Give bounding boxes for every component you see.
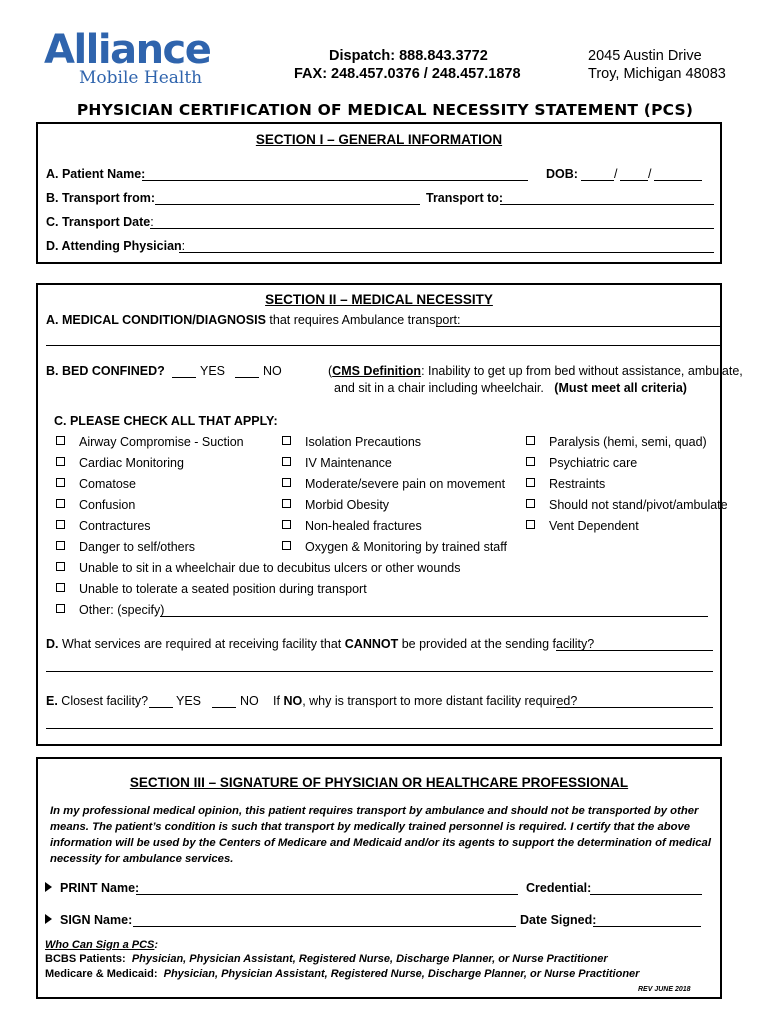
bed-confined-yes: YES [200,364,226,378]
checkbox-icon[interactable] [282,436,291,445]
closest-facility-text: Closest facility? [61,694,149,708]
checkbox-iv[interactable]: IV Maintenance [282,455,392,471]
other-specify-field[interactable] [160,616,708,617]
closest-facility-no: NO [240,694,259,708]
medical-condition-text: that requires Ambulance transport: [269,313,461,327]
dob-year-field[interactable] [654,180,702,181]
checkbox-should-not-stand[interactable]: Should not stand/pivot/ambulate [526,497,728,513]
dob-month-field[interactable] [581,180,614,181]
medical-condition-field-2[interactable] [46,345,720,346]
date-signed-field[interactable] [593,926,701,927]
attending-physician-label: D. Attending Physician [46,239,182,253]
transport-date-field[interactable] [150,228,714,229]
check-all-label: C. PLEASE CHECK ALL THAT APPLY: [54,414,278,428]
checkbox-oxygen[interactable]: Oxygen & Monitoring by trained staff [282,539,507,555]
services-text-1: What services are required at receiving facility that [61,637,342,651]
checkbox-other[interactable]: Other: (specify) [56,602,164,618]
patient-name-label: A. Patient Name: [46,167,146,181]
checkbox-restraints[interactable]: Restraints [526,476,605,492]
checkbox-cardiac[interactable]: Cardiac Monitoring [56,455,184,471]
revision-date: REV JUNE 2018 [638,986,691,993]
closest-facility-yes: YES [176,694,202,708]
checkbox-icon[interactable] [526,436,535,445]
closest-facility-yes-field[interactable] [149,707,173,708]
bed-confined-no: NO [263,364,282,378]
section-2-box: SECTION II – MEDICAL NECESSITY A. MEDICAL CONDITION/DIAGNOSIS that requires Ambulance transport: B. BED CONFINED? YES NO (CMS Definition: Inability to get up from bed without assistance, ambulate, and sit in a chair including wheelchair. (Must meet all criteria) C. PLEASE CHECK ALL THAT APPLY: Airway Compromise - Suction Cardiac Monitoring Comatose Confusion Contractures Danger to self/others Unable to sit in a wheelchair due to decubitus ulcers or other wounds Unable to tolerate a seated position during transport Other: (specify) Isolation Precautions IV Maintenance Moderate/severe pain on movement Morbid Obesity Non-healed fractures Oxygen & Monitoring by trained staff Paralysis (hemi, semi, quad) Psychiatric care Restraints Should not stand/pivot/ambulate Vent Dependent D. What services are required at receiving facility that CANNOT be provided at the sending facility? E. Closest facility? YES NO If NO, why is transport to more distant facility required? [36,283,722,746]
checkbox-vent[interactable]: Vent Dependent [526,518,639,534]
section-1-title: SECTION I – GENERAL INFORMATION [255,132,503,147]
services-cannot: CANNOT [344,637,399,651]
checkbox-icon[interactable] [282,499,291,508]
medical-condition-field[interactable] [436,326,721,327]
closest-facility-label: E. [46,694,58,708]
credential-field[interactable] [590,894,702,895]
dispatch-number: Dispatch: 888.843.3772 [329,48,488,64]
checkbox-seated[interactable]: Unable to tolerate a seated position during transport [56,581,367,597]
distant-no: NO [283,694,303,708]
checkbox-icon[interactable] [282,541,291,550]
bcbs-label: BCBS Patients: [45,953,126,965]
cms-definition-text: : Inability to get up from bed without assistance, ambulate, [421,364,743,378]
checkbox-decubitus[interactable]: Unable to sit in a wheelchair due to decubitus ulcers or other wounds [56,560,460,576]
checkbox-icon[interactable] [282,457,291,466]
logo: Alliance [44,27,211,73]
checkbox-contractures[interactable]: Contractures [56,518,151,534]
medicare-label: Medicare & Medicaid: [45,968,158,980]
transport-from-label: B. Transport from: [46,191,156,205]
bcbs-text: Physician, Physician Assistant, Registered Nurse, Discharge Planner, or Nurse Practitioner [131,953,608,965]
checkbox-icon[interactable] [56,436,65,445]
checkbox-icon[interactable] [526,499,535,508]
logo-subtitle: Mobile Health [79,68,203,88]
checkbox-comatose[interactable]: Comatose [56,476,136,492]
services-field[interactable] [556,650,713,651]
services-text-2: be provided at the sending facility? [401,637,595,651]
checkbox-icon[interactable] [526,520,535,529]
medical-condition-label: A. MEDICAL CONDITION/DIAGNOSIS [46,313,266,327]
checkbox-paralysis[interactable]: Paralysis (hemi, semi, quad) [526,434,707,450]
checkbox-icon[interactable] [526,478,535,487]
arrow-bullet-icon [45,882,52,892]
medicare-text: Physician, Physician Assistant, Registered Nurse, Discharge Planner, or Nurse Practitioner [163,968,640,980]
bed-confined-label: B. BED CONFINED? [46,364,165,378]
distant-facility-field-2[interactable] [46,728,713,729]
closest-facility-no-field[interactable] [212,707,236,708]
address-line-1: 2045 Austin Drive [588,48,702,64]
cms-definition-text-2: and sit in a chair including wheelchair. [334,381,544,395]
services-field-2[interactable] [46,671,713,672]
form-title: PHYSICIAN CERTIFICATION OF MEDICAL NECESSITY STATEMENT (PCS) [76,101,694,119]
sign-name-label: SIGN Name: [60,913,133,927]
certification-paragraph: In my professional medical opinion, this patient requires transport by ambulance and should not be transported by other means. The patient’s condition is such that transport by medically trained personnel is required. I certify that the above information will be used by the Centers of Medicare and Medicaid and/or its agents to support the determination of medical necessity for ambulance services. [50,805,711,865]
checkbox-icon[interactable] [56,457,65,466]
who-can-sign-label: Who Can Sign a PCS [45,939,155,951]
section-2-title: SECTION II – MEDICAL NECESSITY [265,292,493,307]
checkbox-icon[interactable] [282,478,291,487]
fax-number: FAX: 248.457.0376 / 248.457.1878 [294,66,521,82]
checkbox-obesity[interactable]: Morbid Obesity [282,497,389,513]
sign-name-field[interactable] [133,926,516,927]
checkbox-confusion[interactable]: Confusion [56,497,135,513]
checkbox-icon[interactable] [526,457,535,466]
checkbox-icon[interactable] [56,541,65,550]
checkbox-icon[interactable] [56,604,65,613]
transport-to-label: Transport to: [426,191,504,205]
dob-day-field[interactable] [620,180,648,181]
print-name-field[interactable] [136,894,518,895]
transport-date-label: C. Transport Date [46,215,151,229]
checkbox-icon[interactable] [56,478,65,487]
credential-label: Credential: [526,881,592,895]
patient-name-field[interactable] [142,180,528,181]
section-3-title: SECTION III – SIGNATURE OF PHYSICIAN OR HEALTHCARE PROFESSIONAL [129,775,629,790]
date-signed-label: Date Signed: [520,913,597,927]
checkbox-icon[interactable] [56,520,65,529]
section-1-box: SECTION I – GENERAL INFORMATION A. Patient Name: DOB: / / B. Transport from: Transport to: C. Transport Date: D. Attending Physician: [36,122,722,264]
checkbox-icon[interactable] [56,562,65,571]
bed-confined-yes-field[interactable] [172,377,196,378]
attending-physician-field[interactable] [179,252,714,253]
print-name-label: PRINT Name: [60,881,140,895]
checkbox-danger[interactable]: Danger to self/others [56,539,195,555]
services-label: D. [46,637,59,651]
cms-must-meet: (Must meet all criteria) [554,381,687,395]
checkbox-icon[interactable] [56,499,65,508]
arrow-bullet-icon [45,914,52,924]
distant-text: , why is transport to more distant facility required? [302,694,578,708]
checkbox-icon[interactable] [56,583,65,592]
dob-label: DOB: [546,167,578,181]
checkbox-isolation[interactable]: Isolation Precautions [282,434,421,450]
distant-facility-field[interactable] [556,707,713,708]
distant-if: If [273,694,280,708]
bed-confined-no-field[interactable] [235,377,259,378]
transport-from-field[interactable] [155,204,420,205]
transport-to-field[interactable] [500,204,714,205]
checkbox-pain[interactable]: Moderate/severe pain on movement [282,476,505,492]
checkbox-airway[interactable]: Airway Compromise - Suction [56,434,244,450]
checkbox-psychiatric[interactable]: Psychiatric care [526,455,637,471]
cms-definition-label: CMS Definition [332,364,422,378]
checkbox-icon[interactable] [282,520,291,529]
address-line-2: Troy, Michigan 48083 [588,66,726,82]
checkbox-fractures[interactable]: Non-healed fractures [282,518,422,534]
